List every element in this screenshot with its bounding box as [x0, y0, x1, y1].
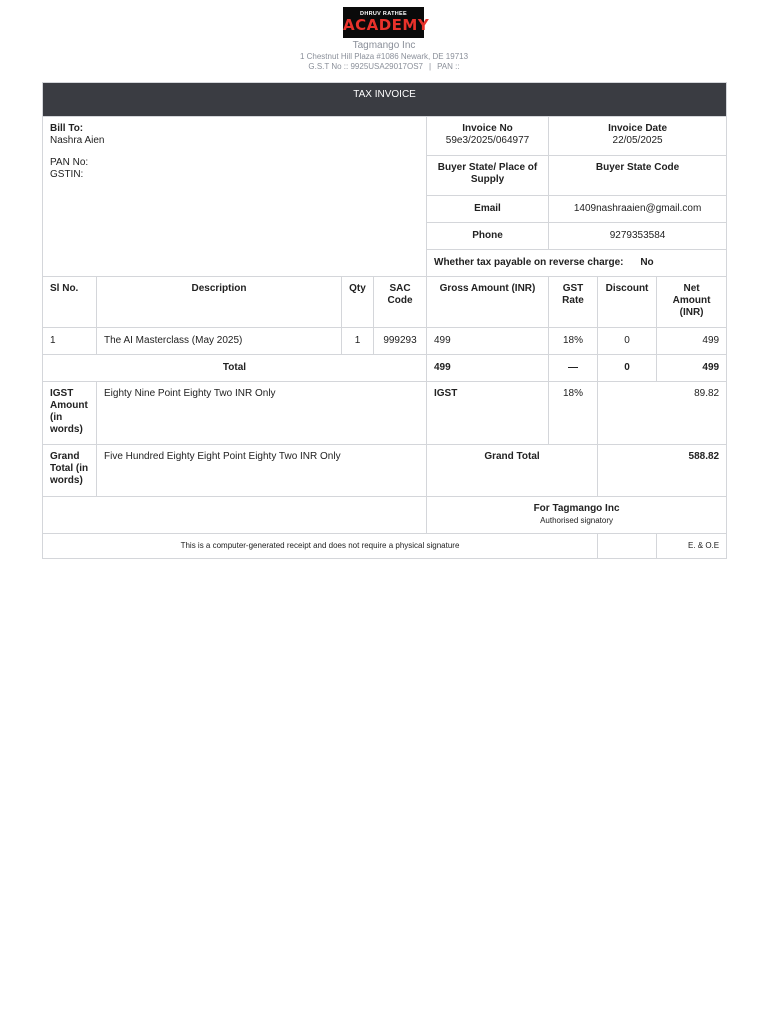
- igst-label: IGST: [427, 382, 549, 445]
- footer-eoe: E. & O.E: [657, 534, 727, 559]
- col-description: Description: [97, 277, 342, 328]
- igst-words: Eighty Nine Point Eighty Two INR Only: [97, 382, 427, 445]
- authorised-signatory: Authorised signatory: [540, 516, 614, 525]
- item-sac: 999293: [374, 328, 427, 355]
- igst-row: [43, 382, 727, 445]
- col-gross: Gross Amount (INR): [427, 277, 549, 328]
- signature-cell: [427, 497, 727, 534]
- logo-bottom-text: ACADEMY: [343, 16, 430, 34]
- footer-blank: [598, 534, 657, 559]
- buyer-state-label: Buyer State/ Place of Supply: [427, 156, 549, 196]
- academy-logo: [343, 7, 430, 38]
- reverse-charge-label: Whether tax payable on reverse charge:: [434, 257, 624, 268]
- item-description: The AI Masterclass (May 2025): [97, 328, 342, 355]
- gst-separator: |: [428, 62, 432, 71]
- col-discount: Discount: [598, 277, 657, 328]
- bill-to-label: Bill To:: [50, 123, 84, 134]
- title-row: [43, 83, 727, 117]
- signature-for: For Tagmango Inc: [533, 503, 620, 514]
- phone-label: Phone: [427, 223, 549, 250]
- total-gst-rate: —: [549, 355, 598, 382]
- igst-words-label: IGST Amount (in words): [43, 382, 97, 445]
- logo-top-text: DHRUV RATHEE: [360, 11, 407, 17]
- company-address: 1 Chestnut Hill Plaza #1086 Newark, DE 19713: [299, 52, 469, 61]
- col-qty: Qty: [342, 277, 374, 328]
- gst-pan-line: [0, 62, 768, 71]
- email-label: Email: [427, 196, 549, 223]
- col-gst-rate: GST Rate: [549, 277, 598, 328]
- email-value: 1409nashraaien@gmail.com: [549, 196, 727, 223]
- invoice-no-value: 59e3/2025/064977: [445, 135, 530, 146]
- grand-total-row: [43, 445, 727, 497]
- total-label: Total: [43, 355, 427, 382]
- invoice-no-cell: [427, 117, 549, 156]
- item-qty: 1: [342, 328, 374, 355]
- gstin-label: GSTIN:: [50, 169, 84, 180]
- tax-invoice-title: TAX INVOICE: [43, 83, 727, 117]
- footer-note: This is a computer-generated receipt and does not require a physical signature: [43, 534, 598, 559]
- pan-label: PAN No:: [50, 157, 89, 168]
- total-gross: 499: [427, 355, 549, 382]
- invoice-info-row-1: [43, 117, 727, 156]
- col-sl: Sl No.: [43, 277, 97, 328]
- igst-amount: 89.82: [598, 382, 727, 445]
- col-net: Net Amount (INR): [657, 277, 727, 328]
- total-net: 499: [657, 355, 727, 382]
- item-gst-rate: 18%: [549, 328, 598, 355]
- invoice-table: [42, 82, 727, 559]
- invoice-date-value: 22/05/2025: [612, 135, 663, 146]
- grand-total-label: Grand Total: [427, 445, 598, 497]
- pan-number: PAN ::: [437, 62, 460, 71]
- igst-rate: 18%: [549, 382, 598, 445]
- reverse-charge-cell: [427, 250, 727, 277]
- table-row: [43, 328, 727, 355]
- gst-number: G.S.T No :: 9925USA29017OS7: [308, 62, 423, 71]
- column-header-row: [43, 277, 727, 328]
- signature-blank: [43, 497, 427, 534]
- company-name: Tagmango Inc: [352, 40, 416, 51]
- grand-words-label: Grand Total (in words): [43, 445, 97, 497]
- item-gross: 499: [427, 328, 549, 355]
- item-sl: 1: [43, 328, 97, 355]
- footer-row: [43, 534, 727, 559]
- buyer-state-code-label: Buyer State Code: [549, 156, 727, 196]
- grand-words: Five Hundred Eighty Eight Point Eighty Two INR Only: [97, 445, 427, 497]
- total-discount: 0: [598, 355, 657, 382]
- signature-row: [43, 497, 727, 534]
- item-discount: 0: [598, 328, 657, 355]
- phone-value: 9279353584: [549, 223, 727, 250]
- reverse-charge-value: No: [640, 257, 654, 268]
- col-sac: SAC Code: [374, 277, 427, 328]
- grand-total-amount: 588.82: [598, 445, 727, 497]
- invoice-no-label: Invoice No: [462, 123, 513, 134]
- total-row: [43, 355, 727, 382]
- invoice-date-label: Invoice Date: [608, 123, 668, 134]
- bill-to-name: Nashra Aien: [50, 135, 105, 146]
- invoice-date-cell: [549, 117, 727, 156]
- item-net: 499: [657, 328, 727, 355]
- invoice-header: [0, 0, 768, 82]
- bill-to-cell: [43, 117, 427, 277]
